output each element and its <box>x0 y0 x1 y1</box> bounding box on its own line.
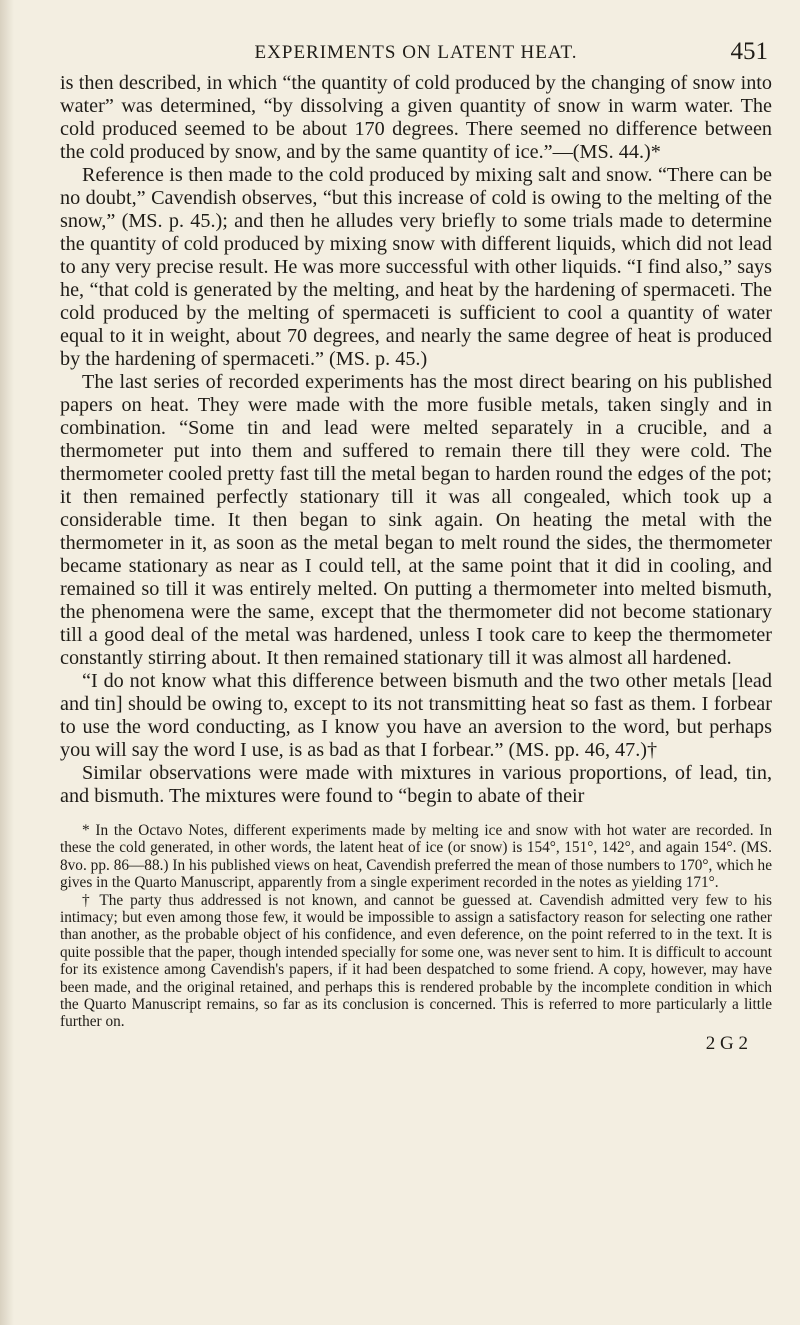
footnote-dagger: † The party thus addressed is not known, and cannot be guessed at. Cavendish admitted very few to his intimacy; but even among those few, it would be impossible to assign a satisfactory reason for selecting one rather than another, as the probable object of his confidence, and even deference, on the point referred to in the text. It is quite possible that the paper, though intended specially for some one, was never sent to him. It is difficult to account for its existence among Cavendish's papers, if it had been despatched to some friend. A copy, however, may have been made, and the original retained, and perhaps this is rendered probable by the incomplete condition in which the Quarto Manuscript remains, so far as its conclusion is concerned. This is referred to more particularly a little further on. <box>60 891 772 1031</box>
paragraph-2: Reference is then made to the cold produced by mixing salt and snow. “There can be no doubt,” Cavendish observes, “but this increase of cold is owing to the melting of the snow,” (MS. p. 45.); and then he alludes very briefly to some trials made to determine the quantity of cold produced by mixing snow with different liquids, which did not lead to any very precise result. He was more successful with other liquids. “I find also,” says he, “that cold is generated by the melting, and heat by the hardening of spermaceti. The cold produced by the melting of spermaceti is sufficient to cool a quantity of water equal to it in weight, about 70 degrees, and nearly the same degree of heat is produced by the hardening of spermaceti.” (MS. p. 45.) <box>60 164 772 370</box>
body-text <box>60 72 772 808</box>
footnotes <box>60 822 772 1031</box>
page-edge-shadow <box>0 0 14 1325</box>
running-head: EXPERIMENTS ON LATENT HEAT. <box>254 42 578 63</box>
paragraph-1: is then described, in which “the quantity of cold produced by the changing of snow into water” was determined, “by dissolving a given quantity of snow in warm water. The cold produced seemed to be about 170 degrees. There seemed no difference between the cold produced by snow, and by the same quantity of ice.”—(MS. 44.)* <box>60 72 772 163</box>
paragraph-5: Similar observations were made with mixtures in various proportions, of lead, tin, and bismuth. The mixtures were found to “begin to abate of their <box>60 762 772 807</box>
paragraph-3: The last series of recorded experiments has the most direct bearing on his published papers on heat. They were made with the more fusible metals, taken singly and in combination. “Some tin and lead were melted separately in a crucible, and a thermometer put into them and suffered to remain there till they were cold. The thermometer cooled pretty fast till the metal began to harden round the edges of the pot; it then remained perfectly stationary till it was all congealed, which took up a considerable time. It then began to sink again. On heating the metal with the thermometer in it, as soon as the metal began to melt round the sides, the thermometer became stationary as near as I could tell, at the same point that it did in cooling, and remained so till it was entirely melted. On putting a thermometer into melted bismuth, the phenomena were the same, except that the thermometer did not become stationary till a good deal of the metal was hardened, unless I took care to keep the thermometer constantly stirring about. It then remained stationary till it was almost all hardened. <box>60 371 772 669</box>
book-page <box>60 20 772 1055</box>
page-header <box>60 20 772 72</box>
paragraph-4: “I do not know what this difference between bismuth and the two other metals [lead and tin] should be owing to, except to its not transmitting heat so fast as them. I forbear to use the word conducting, as I know you have an aversion to the word, but perhaps you will say the word I use, is as bad as that I forbear.” (MS. pp. 46, 47.)† <box>60 670 772 761</box>
page-number: 451 <box>730 38 768 65</box>
footnote-asterisk: * In the Octavo Notes, different experiments made by melting ice and snow with hot water are recorded. In these the cold generated, in other words, the latent heat of ice (or snow) is 154°, 151°, 142°, and again 154°. (MS. 8vo. pp. 86—88.) In his published views on heat, Cavendish preferred the mean of those numbers to 170°, which he gives in the Quarto Manuscript, apparently from a single experiment recorded in the notes as yielding 171°. <box>60 822 772 892</box>
signature-mark: 2 G 2 <box>705 1032 748 1054</box>
